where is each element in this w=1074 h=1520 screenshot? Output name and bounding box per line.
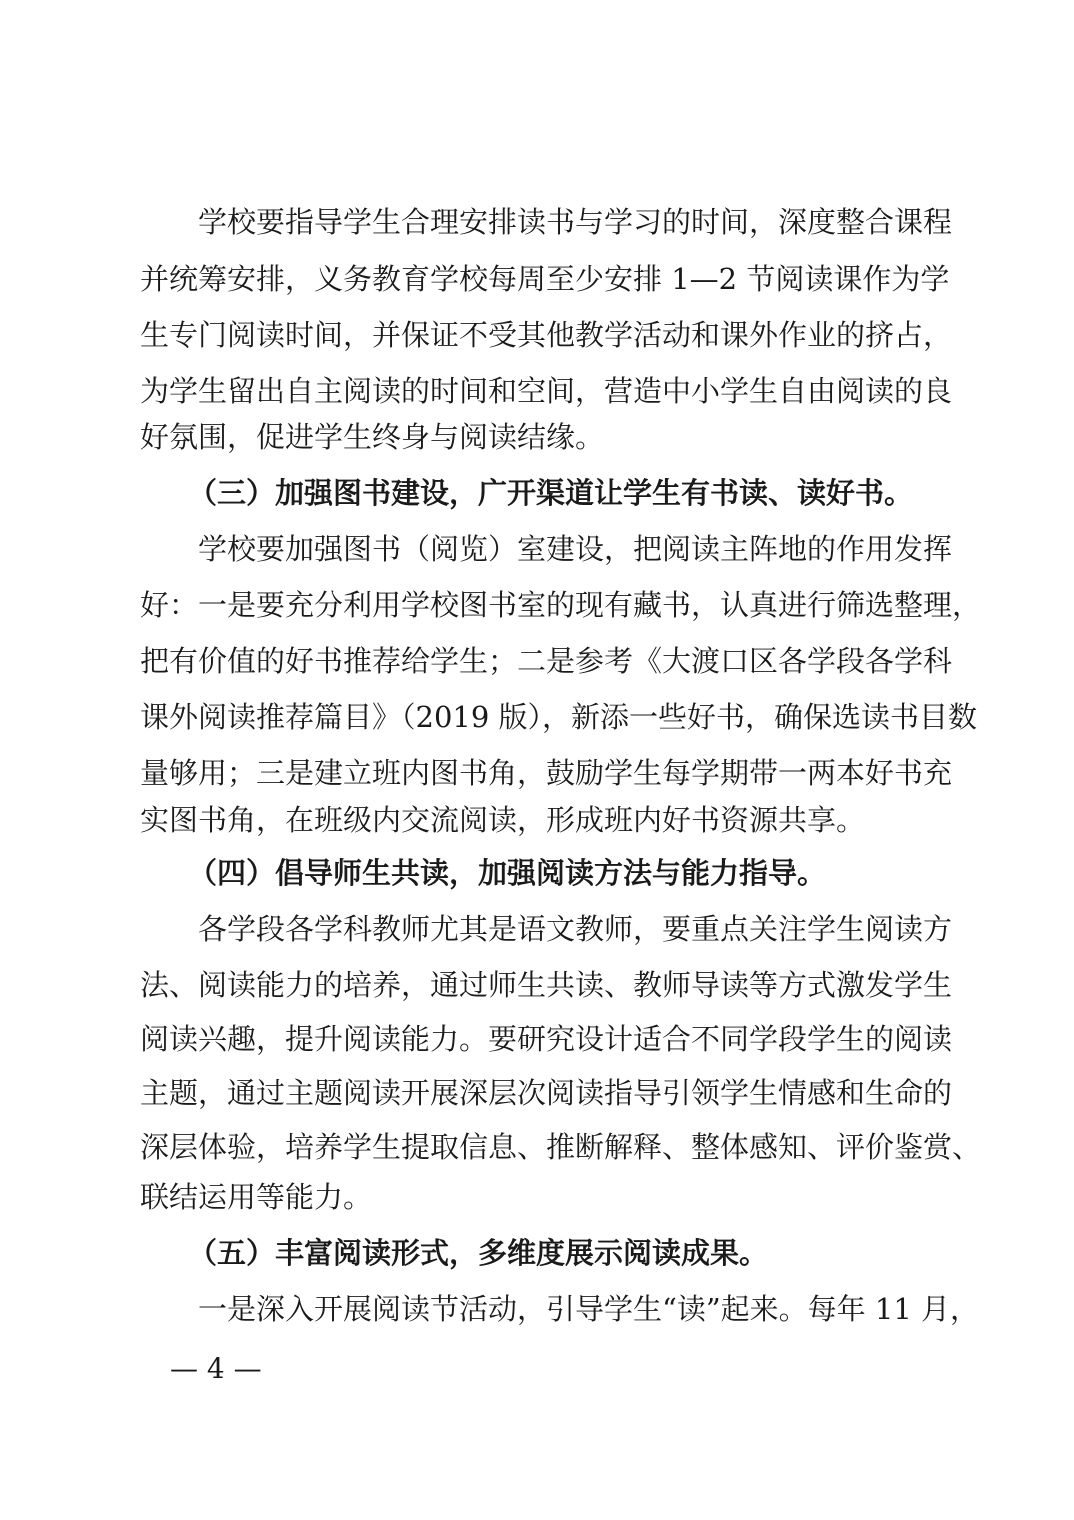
section-heading-5: （五）丰富阅读形式，多维度展示阅读成果。 [188, 1236, 769, 1270]
paragraph-line: 把有价值的好书推荐给学生；二是参考《大渡口区各学段各学科 [140, 644, 953, 678]
paragraph-line: 课外阅读推荐篇目》（2019 版），新添一些好书，确保选读书目数 [140, 700, 978, 734]
paragraph-line: 好：一是要充分利用学校图书室的现有藏书，认真进行筛选整理， [140, 588, 982, 622]
paragraph-line: 学校要加强图书（阅览）室建设，把阅读主阵地的作用发挥 [198, 532, 953, 566]
paragraph-line: 生专门阅读时间，并保证不受其他教学活动和课外作业的挤占， [140, 318, 953, 352]
paragraph-line: 量够用；三是建立班内图书角，鼓励学生每学期带一两本好书充 [140, 756, 953, 790]
paragraph-line: 各学段各学科教师尤其是语文教师，要重点关注学生阅读方 [198, 912, 953, 946]
paragraph-line: 学校要指导学生合理安排读书与学习的时间，深度整合课程 [198, 205, 953, 239]
paragraph-line: 深层体验，培养学生提取信息、推断解释、整体感知、评价鉴赏、 [140, 1130, 982, 1164]
paragraph-line: 为学生留出自主阅读的时间和空间，营造中小学生自由阅读的良 [140, 374, 953, 408]
section-heading-3: （三）加强图书建设，广开渠道让学生有书读、读好书。 [188, 476, 914, 510]
paragraph-line: 法、阅读能力的培养，通过师生共读、教师导读等方式激发学生 [140, 968, 953, 1002]
paragraph-line: 联结运用等能力。 [140, 1180, 373, 1214]
paragraph-line: 并统筹安排，义务教育学校每周至少安排 1—2 节阅读课作为学 [140, 262, 950, 296]
section-heading-4: （四）倡导师生共读，加强阅读方法与能力指导。 [188, 856, 827, 890]
paragraph-line: 实图书角，在班级内交流阅读，形成班内好书资源共享。 [140, 803, 866, 837]
paragraph-line: 一是深入开展阅读节活动，引导学生“读”起来。每年 11 月， [198, 1292, 979, 1326]
page-number: — 4 — [170, 1352, 262, 1385]
paragraph-line: 主题，通过主题阅读开展深层次阅读指导引领学生情感和生命的 [140, 1076, 953, 1110]
paragraph-line: 好氛围，促进学生终身与阅读结缘。 [140, 420, 605, 454]
paragraph-line: 阅读兴趣，提升阅读能力。要研究设计适合不同学段学生的阅读 [140, 1022, 953, 1056]
